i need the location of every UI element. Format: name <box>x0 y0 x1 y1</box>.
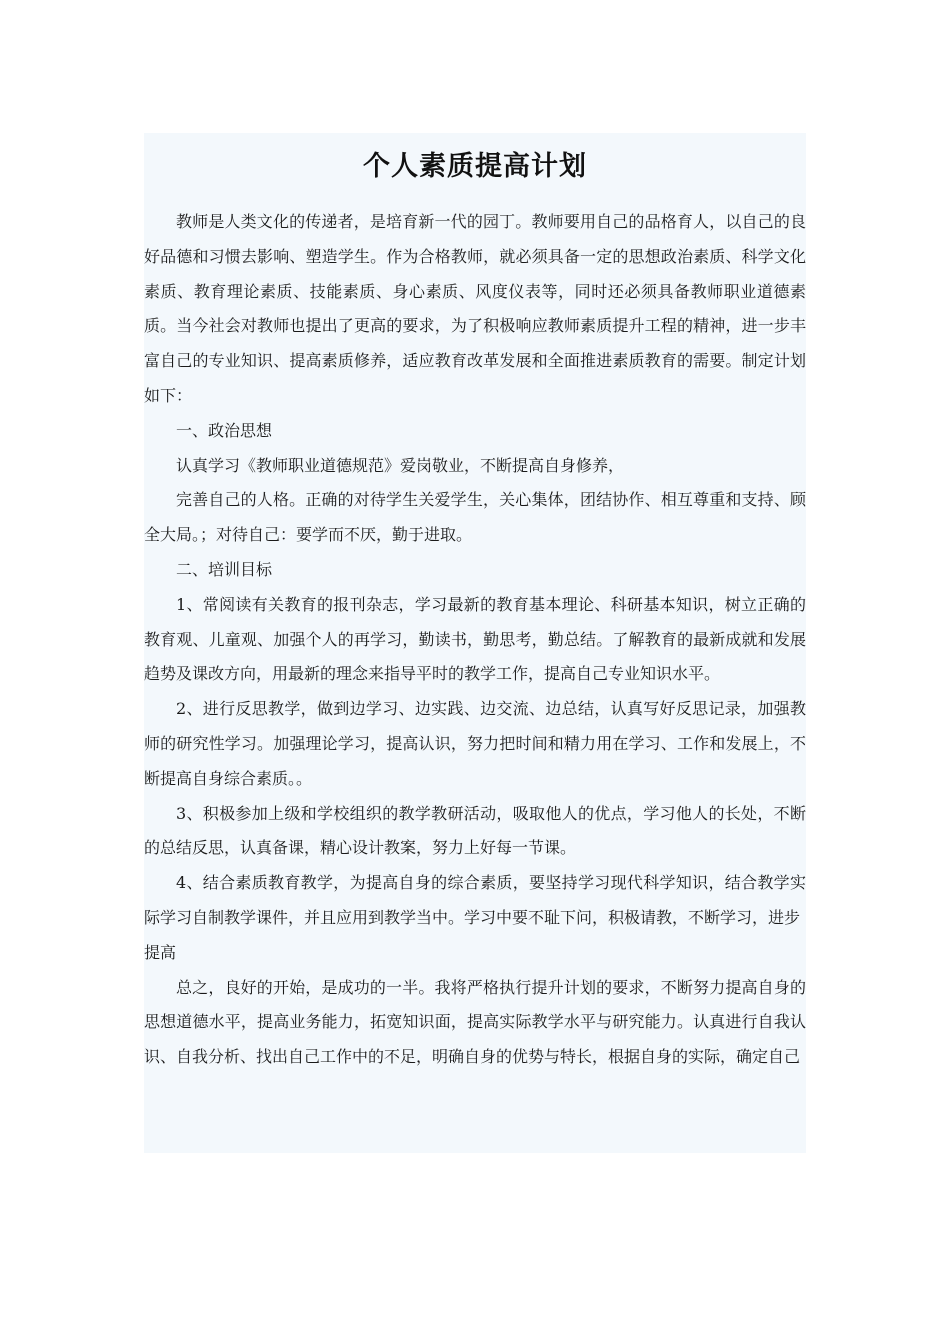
paragraph-study-code: 认真学习《教师职业道德规范》爱岗敬业，不断提高自身修养， <box>176 455 625 475</box>
paragraph-goal-3: 3、积极参加上级和学校组织的教学教研活动，吸取他人的优点，学习他人的长处，不断的总结反思，认真备课，精心设计教案，努力上好每一节课。 <box>144 803 806 858</box>
paragraph-goal-4: 4、结合素质教育教学，为提高自身的综合素质，要坚持学习现代科学知识，结合教学实际学习自制教学课件，并且应用到教学当中。学习中要不耻下问，积极请教，不断学习，进步 <box>144 873 806 927</box>
paragraph-intro: 教师是人类文化的传递者，是培育新一代的园丁。教师要用自己的品格育人，以自己的良好品德和习惯去影响、塑造学生。作为合格教师，就必须具备一定的思想政治素质、科学文化素质、教育理论素质、技能素质、身心素质、风度仪表等，同时还必须具备教师职业道德素质。当今社会对教师也提出了更高的要求，为了积极响应教师素质提升工程的精神，进一步丰富自己的专业知识、提高素质修养，适应教育改革发展和全面推进素质教育的需要。制定计划如下： <box>144 212 806 405</box>
document-body <box>144 205 806 1075</box>
paragraph-goal-4-continued: 提高 <box>144 942 177 962</box>
paragraph-summary: 总之，良好的开始，是成功的一半。我将严格执行提升计划的要求，不断努力提高自身的思想道德水平，提高业务能力，拓宽知识面，提高实际教学水平与研究能力。认真进行自我认识、自我分析、找出自己工作中的不足，明确自身的优势与特长，根据自身的实际，确定自己 <box>144 977 806 1067</box>
heading-political-thought: 一、政治思想 <box>176 420 273 440</box>
paragraph-goal-2: 2、进行反思教学，做到边学习、边实践、边交流、边总结，认真写好反思记录，加强教师的研究性学习。加强理论学习，提高认识，努力把时间和精力用在学习、工作和发展上，不断提高自身综合素质。。 <box>144 699 806 788</box>
paragraph-character: 完善自己的人格。正确的对待学生关爱学生，关心集体，团结协作、相互尊重和支持、顾全大局。；对待自己：要学而不厌，勤于进取。 <box>144 490 806 545</box>
document-page <box>144 133 806 1153</box>
heading-training-goals: 二、培训目标 <box>176 559 273 579</box>
document-title: 个人素质提高计划 <box>363 151 587 182</box>
paragraph-goal-1: 1、常阅读有关教育的报刊杂志，学习最新的教育基本理论、科研基本知识，树立正确的教育观、儿童观、加强个人的再学习，勤读书，勤思考，勤总结。了解教育的最新成就和发展趋势及课改方向，用最新的理念来指导平时的教学工作，提高自己专业知识水平。 <box>144 594 806 684</box>
